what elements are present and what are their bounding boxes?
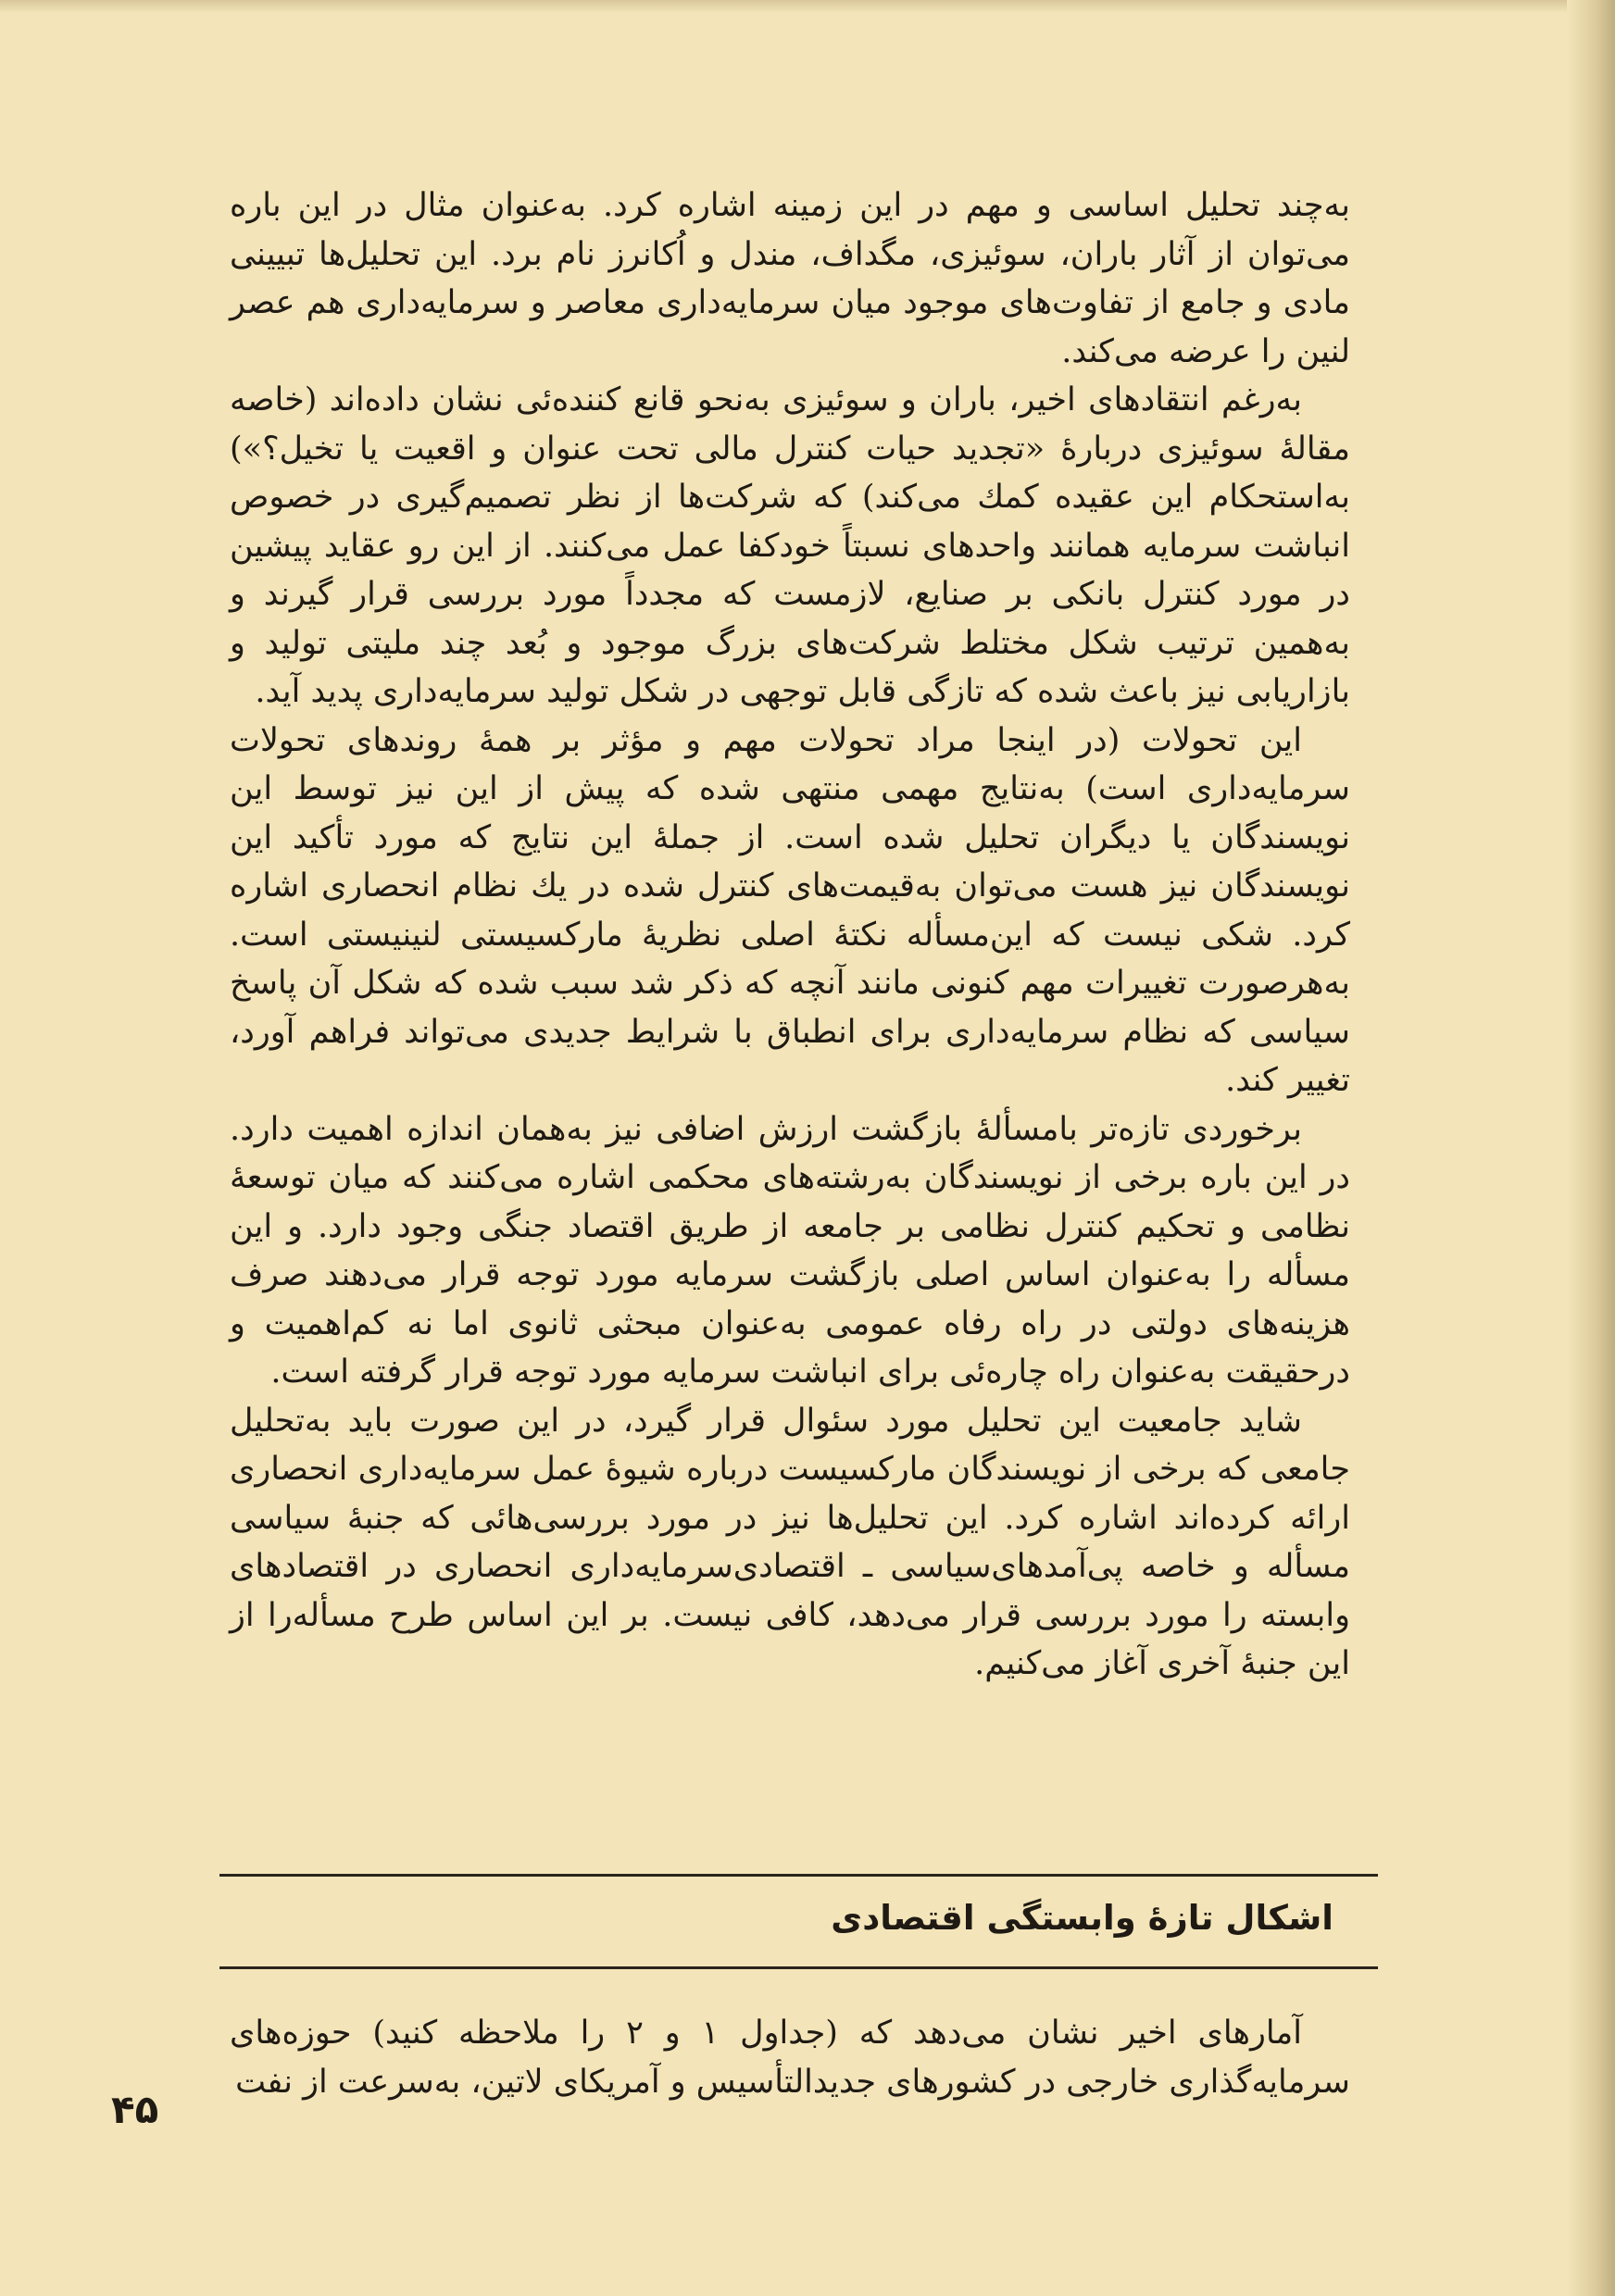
paragraph-5: شاید جامعیت این تحلیل مورد سئوال قرار گیرد، در این صورت باید به‌تحلیل جامعی که برخی از نویسندگان مارکسیست درباره شیوهٔ عمل سرمایه‌داری انحصاری ارائه کرده‌اند اشاره کرد. این تحلیل‌ها نیز در مورد بررسی‌هائی که جنبهٔ سیاسی مسأله و خاصه پی‌آمدهای‌سیاسی ـ اقتصادی‌سرمایه‌داری انحصاری در اقتصادهای وابسته را مورد بررسی قرار می‌دهد، کافی نیست. بر این اساس طرح مسأله‌را از این جنبهٔ آخری آغاز می‌کنیم. bbox=[230, 1402, 1350, 1682]
scan-edge-right bbox=[1567, 0, 1615, 2296]
section-rule-bottom bbox=[219, 1966, 1378, 1969]
section-rule-top bbox=[219, 1874, 1378, 1877]
body-text-top bbox=[230, 181, 1350, 1689]
paragraph-1: به‌چند تحلیل اساسی و مهم در این زمینه اشاره کرد. به‌عنوان مثال در این باره می‌توان از آثار باران، سوئیزی، مگداف، مندل و اُکانرز نام برد. این تحلیل‌ها تبیینی مادی و جامع از تفاوت‌های موجود میان سرمایه‌داری معاصر و سرمایه‌داری هم عصر لنین را عرضه می‌کند. bbox=[230, 187, 1351, 370]
page-number: ۴۵ bbox=[111, 2087, 159, 2132]
body-text-bottom bbox=[230, 2009, 1350, 2106]
paragraph-3: این تحولات (در اینجا مراد تحولات مهم و مؤثر بر همهٔ روندهای تحولات سرمایه‌داری است) به‌نتایج مهمی منتهی شده که پیش از این نیز توسط این نویسندگان یا دیگران تحلیل شده است. از جملهٔ این نتایج که مورد تأکید این نویسندگان نیز هست می‌توان به‌قیمت‌های کنترل شده در یك نظام انحصاری اشاره کرد. شکی نیست که این‌مسأله نکتهٔ اصلی نظریهٔ مارکسیستی لنینیستی است. به‌هرصورت تغییرات مهم کنونی مانند آنچه که ذکر شد سبب شده که شکل آن پاسخ سیاسی که نظام سرمایه‌داری برای انطباق با شرایط جدیدی می‌تواند فراهم آورد، تغییر کند. bbox=[230, 721, 1350, 1099]
paragraph-6: آمارهای اخیر نشان می‌دهد که (جداول ۱ و ۲ را ملاحظه کنید) حوزه‌های سرمایه‌گذاری خارجی در کشورهای جدیدالتأسیس و آمریکای لاتین، به‌سرعت از نفت bbox=[230, 2015, 1350, 2101]
paragraph-2: به‌رغم انتقادهای اخیر، باران و سوئیزی به‌نحو قانع کننده‌ئی نشان داده‌اند (خاصه مقالهٔ سوئیزی دربارهٔ «تجدید حیات کنترل مالی تحت عنوان و اقعیت یا تخیل؟») به‌استحکام این عقیده کمك می‌کند) که شرکت‌ها از نظر تصمیم‌گیری در خصوص انباشت سرمایه همانند واحدهای نسبتاً خودکفا عمل می‌کنند. از این رو عقاید پیشین در مورد کنترل بانکی بر صنایع، لازمست که مجدداً مورد بررسی قرار گیرند و به‌همین ترتیب شکل مختلط شرکت‌های بزرگ موجود و بُعد چند ملیتی تولید و بازاریابی نیز باعث شده که تازگی قابل توجهی در شکل تولید سرمایه‌داری پدید آید. bbox=[230, 381, 1350, 710]
paragraph-4: برخوردی تازه‌تر بامسألهٔ بازگشت ارزش اضافی نیز به‌همان اندازه اهمیت دارد. در این باره برخی از نویسندگان به‌رشته‌های محکمی اشاره می‌کنند که میان توسعهٔ نظامی و تحکیم کنترل نظامی بر جامعه از طریق اقتصاد جنگی وجود دارد. و این مسأله را به‌عنوان اساس اصلی بازگشت سرمایه مورد توجه قرار می‌دهند صرف هزینه‌های دولتی در راه رفاه عمومی به‌عنوان مبحثی ثانوی اما نه کم‌اهمیت و درحقیقت به‌عنوان راه چاره‌ئی برای انباشت سرمایه مورد توجه قرار گرفته است. bbox=[230, 1110, 1350, 1391]
scan-edge-top bbox=[0, 0, 1615, 13]
section-heading: اشکال تازهٔ وابستگی اقتصادی bbox=[831, 1898, 1333, 1938]
